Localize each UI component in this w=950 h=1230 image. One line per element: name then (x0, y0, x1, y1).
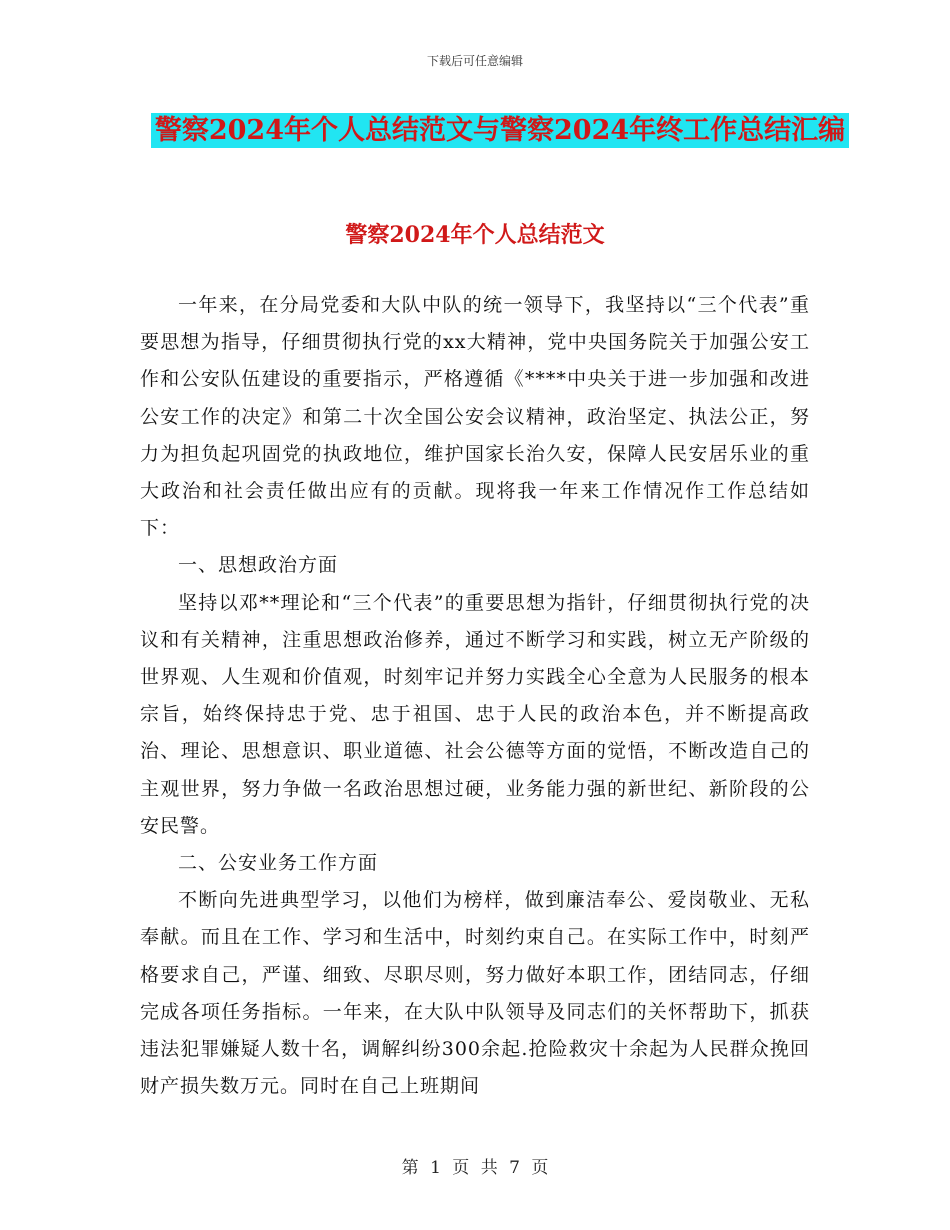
document-body (140, 287, 810, 1105)
paragraph-intro: 一年来，在分局党委和大队中队的统一领导下，我坚持以“三个代表”重要思想为指导，仔细贯彻执行党的xx大精神，党中央国务院关于加强公安工作和公安队伍建设的重要指示，严格遵循《****中央关于进一步加强和改进公安工作的决定》和第二十次全国公安会议精神，政治坚定、执法公正，努力为担负起巩固党的执政地位，维护国家长治久安，保障人民安居乐业的重大政治和社会责任做出应有的贡献。现将我一年来工作情况作工作总结如下： (140, 294, 810, 540)
paragraph-political: 坚持以邓**理论和“三个代表”的重要思想为指针，仔细贯彻执行党的决议和有关精神，注重思想政治修养，通过不断学习和实践，树立无产阶级的世界观、人生观和价值观，时刻牢记并努力实践全心全意为人民服务的根本宗旨，始终保持忠于党、忠于祖国、忠于人民的政治本色，并不断提高政治、理论、思想意识、职业道德、社会公德等方面的觉悟，不断改造自己的主观世界，努力争做一名政治思想过硬，业务能力强的新世纪、新阶段的公安民警。 (140, 591, 810, 837)
heading-police-work: 二、公安业务工作方面 (178, 852, 379, 875)
page-footer: 第 1 页 共 7 页 (401, 1158, 549, 1178)
heading-political: 一、思想政治方面 (178, 554, 339, 577)
section-title: 警察2024年个人总结范文 (345, 222, 605, 248)
document-title (140, 108, 860, 154)
document-title-text: 警察2024年个人总结范文与警察2024年终工作总结汇编 (151, 113, 849, 148)
paragraph-police-work: 不断向先进典型学习，以他们为榜样，做到廉洁奉公、爱岗敬业、无私奉献。而且在工作、学习和生活中，时刻约束自己。在实际工作中，时刻严格要求自己，严谨、细致、尽职尽则，努力做好本职工作，团结同志，仔细完成各项任务指标。一年来，在大队中队领导及同志们的关怀帮助下，抓获违法犯罪嫌疑人数十名，调解纠纷300余起.抢险救灾十余起为人民群众挽回财产损失数万元。同时在自己上班期间 (140, 889, 810, 1098)
page-header-note: 下载后可任意编辑 (426, 54, 523, 68)
